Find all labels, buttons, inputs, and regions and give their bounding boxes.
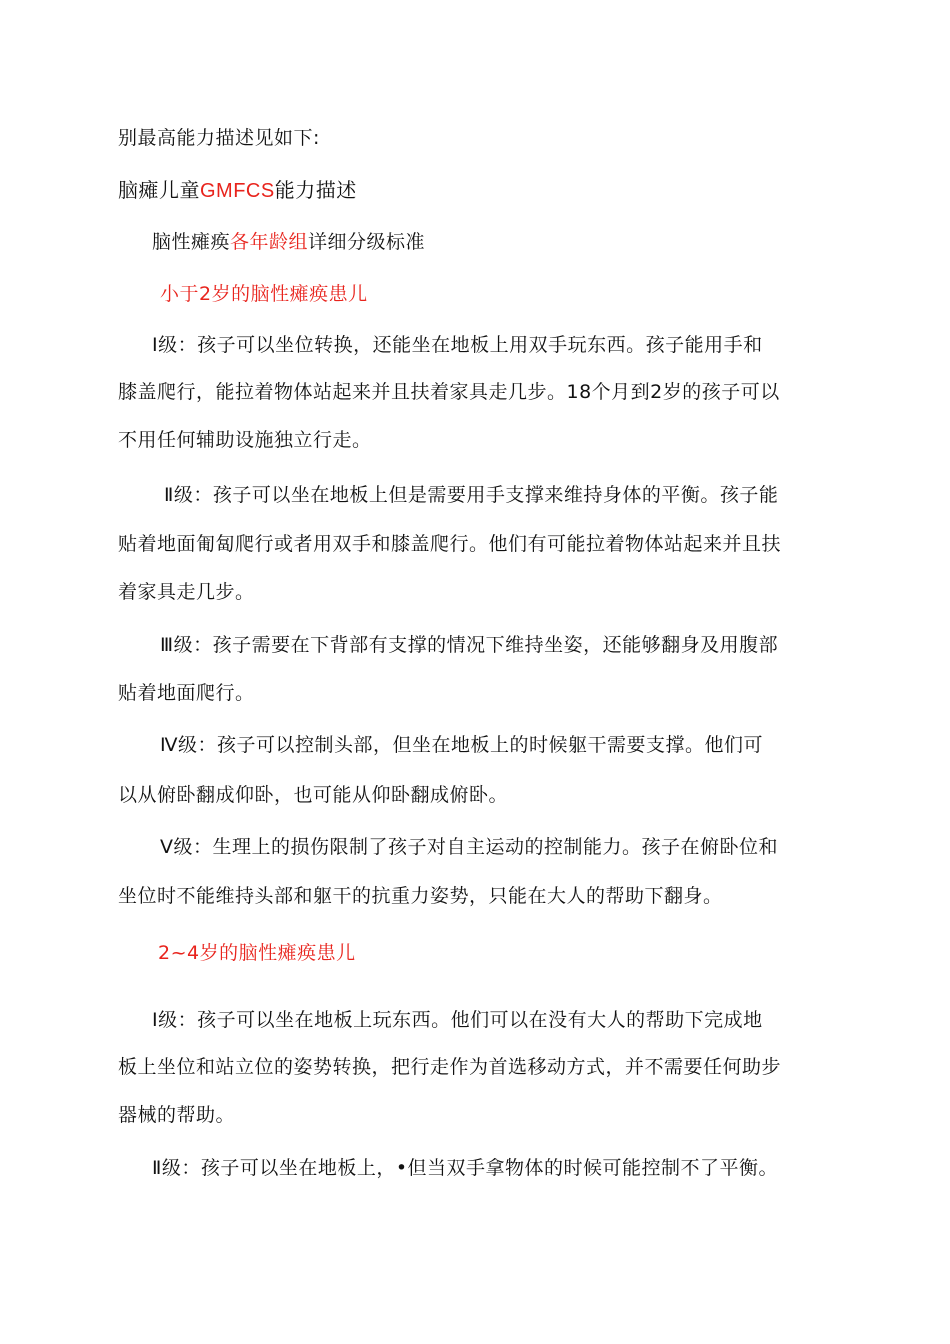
level3-under2-line2: 贴着地面爬行。: [118, 682, 255, 704]
level4-under2-line2: 以从俯卧翻成仰卧，也可能从仰卧翻成俯卧。: [118, 784, 509, 806]
heading-age-groups: [152, 230, 425, 254]
level1-under2-line2: 膝盖爬行，能拉着物体站起来并且扶着家具走几步。18个月到2岁的孩子可以: [118, 381, 780, 403]
level3-under2-line1: Ⅲ级：孩子需要在下背部有支撑的情况下维持坐姿，还能够翻身及用腹部: [160, 634, 779, 656]
level5-under2-line1: Ⅴ级：生理上的损伤限制了孩子对自主运动的控制能力。孩子在俯卧位和: [160, 836, 778, 858]
level4-under2-line1: Ⅳ级：孩子可以控制头部，但坐在地板上的时候躯干需要支撑。他们可: [160, 734, 764, 756]
heading-age-post: 详细分级标准: [308, 231, 426, 253]
section-title-under-2: 小于2岁的脑性瘫痪患儿: [160, 283, 368, 305]
heading-gmfcs-pre: 脑瘫儿童: [118, 178, 200, 202]
level1-2to4-line2: 板上坐位和站立位的姿势转换，把行走作为首选移动方式，并不需要任何助步: [118, 1056, 782, 1078]
section-title-2-to-4: 2~4岁的脑性瘫痪患儿: [158, 942, 356, 964]
heading-age-red: 各年龄组: [230, 231, 309, 253]
level2-under2-line2: 贴着地面匍匐爬行或者用双手和膝盖爬行。他们有可能拉着物体站起来并且扶: [118, 533, 782, 555]
level2-2to4-line1: Ⅱ级：孩子可以坐在地板上，•但当双手拿物体的时候可能控制不了平衡。: [152, 1157, 779, 1179]
level1-2to4-line3: 器械的帮助。: [118, 1104, 236, 1126]
heading-gmfcs: [118, 178, 357, 203]
level1-under2-line1: Ⅰ级：孩子可以坐位转换，还能坐在地板上用双手玩东西。孩子能用手和: [152, 334, 763, 356]
heading-gmfcs-post: 能力描述: [274, 178, 357, 202]
level1-2to4-line1: Ⅰ级：孩子可以坐在地板上玩东西。他们可以在没有大人的帮助下完成地: [152, 1009, 763, 1031]
intro-text: 别最高能力描述见如下:: [118, 127, 320, 149]
heading-gmfcs-red: GMFCS: [200, 180, 275, 202]
level1-under2-line3: 不用任何辅助设施独立行走。: [118, 429, 372, 451]
level2-under2-line3: 着家具走几步。: [118, 581, 255, 603]
level2-under2-line1: Ⅱ级：孩子可以坐在地板上但是需要用手支撑来维持身体的平衡。孩子能: [164, 484, 779, 506]
level5-under2-line2: 坐位时不能维持头部和躯干的抗重力姿势，只能在大人的帮助下翻身。: [118, 885, 723, 907]
heading-age-pre: 脑性瘫痪: [152, 231, 231, 253]
